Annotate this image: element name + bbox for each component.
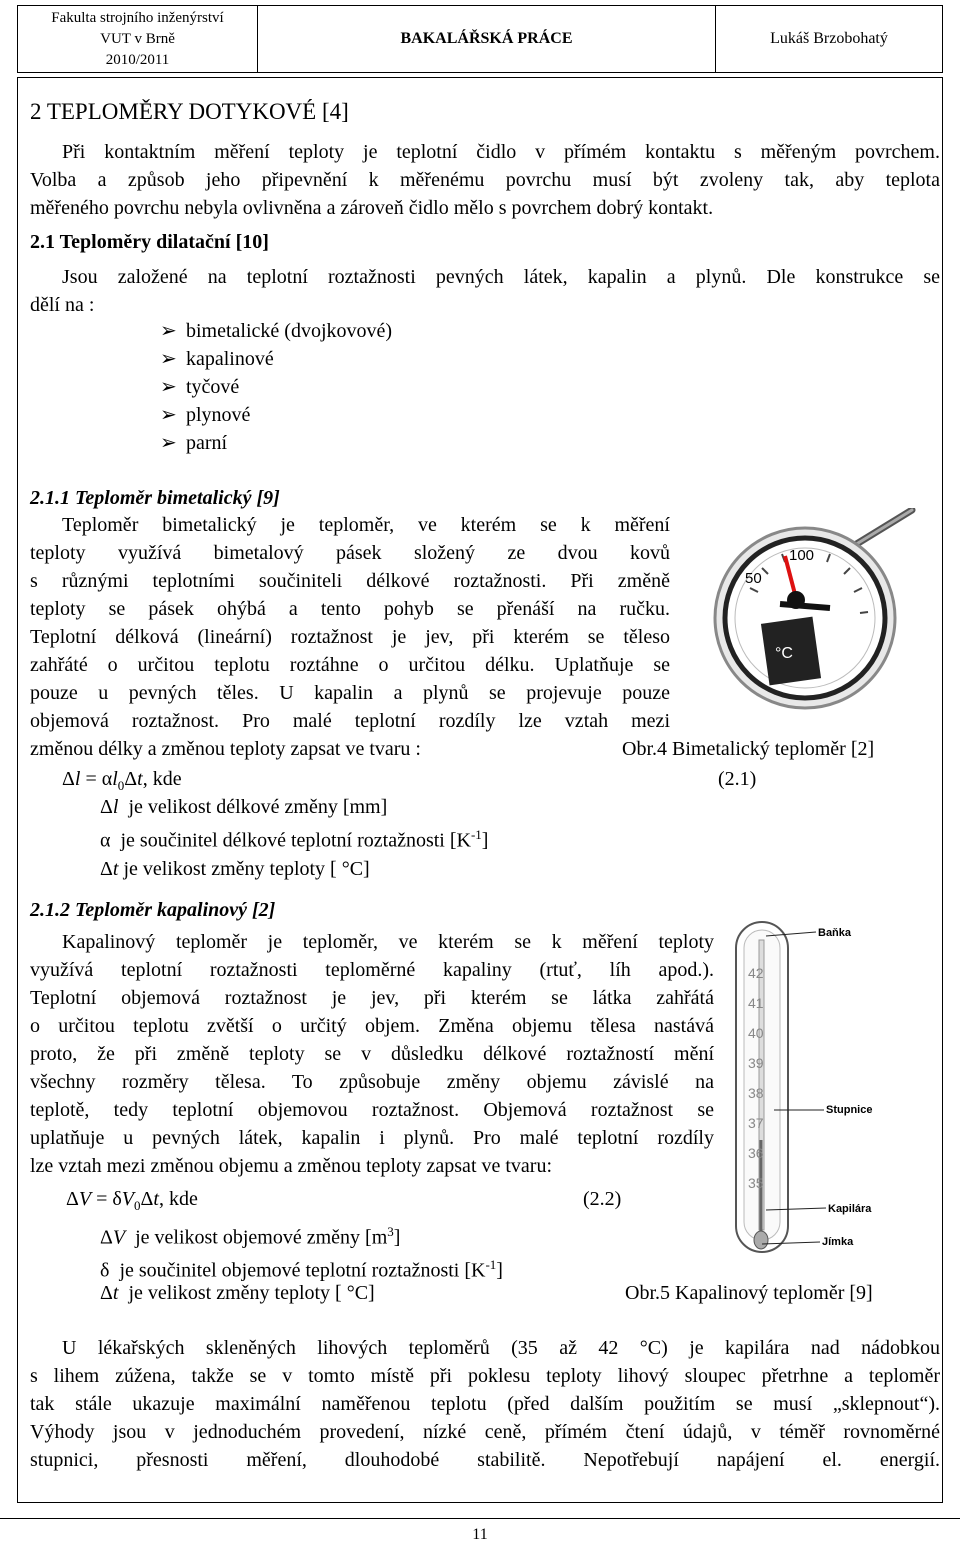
bullet-item: [160, 346, 274, 371]
scale-number: 35: [748, 1175, 764, 1191]
scale-number: 41: [748, 995, 764, 1011]
closing-line: tak stále ukazuje maximální naměřenou teplotu (před dalším použitím se musí „sklepnout“).: [30, 1393, 940, 1415]
scale-number: 39: [748, 1055, 764, 1071]
sub211-line: teploty využívá bimetalový pásek složený ze dvou kovů: [30, 542, 670, 564]
bimetal-thermometer-image: [690, 508, 940, 713]
bullet-label: parní: [186, 432, 228, 454]
liquid-thermometer-diagram: [728, 910, 928, 1270]
sub212-line: všechny rozměry tělesa. To způsobuje změny objemu závislé na: [30, 1071, 714, 1093]
bullet-item: [160, 374, 239, 399]
subsection-2-1-1-title: 2.1.1 Teploměr bimetalický [9]: [30, 487, 280, 509]
header-author: Lukáš Brzobohatý: [770, 30, 888, 47]
university-name: VUT v Brně: [100, 30, 175, 47]
label-reservoir: Jímka: [822, 1236, 854, 1248]
def-text: je součinitel objemové teplotní roztažnosti [K: [119, 1259, 486, 1282]
def-delta-t-2: Δt je velikost změny teploty [ °C]: [100, 1282, 375, 1304]
section-title: 2 TEPLOMĚRY DOTYKOVÉ [4]: [30, 99, 349, 124]
sub211-line: pouze u pevných těles. U kapalin a plynů se projevuje pouze: [30, 682, 670, 704]
bullet-label: bimetalické (dvojkovové): [186, 320, 393, 342]
sub211-line: změnou délky a změnou teploty zapsat ve tvaru :: [30, 738, 421, 760]
subsection-2-1-2-title: 2.1.2 Teploměr kapalinový [2]: [30, 899, 276, 921]
closing-line: U lékařských skleněných lihových teploměrů (35 až 42 °C) je kapilára nad nádobkou: [62, 1337, 940, 1359]
figure-4-caption: Obr.4 Bimetalický teploměr [2]: [622, 738, 875, 760]
arrow-bullet-icon: ➢: [160, 404, 177, 426]
bullet-label: plynové: [186, 404, 251, 426]
equation-2-2: $\Delta V = \delta V_0\Delta t$, kde: [66, 1188, 198, 1213]
sub21-line-2: dělí na :: [30, 294, 95, 316]
gauge-unit-label: °C: [775, 645, 793, 662]
equation-suffix: , kde: [158, 1188, 198, 1210]
sub211-line: objemová roztažnost. Pro malé teplotní rozdíly lze vztah mezi: [30, 710, 670, 732]
def-text: je velikost změny teploty [ °C]: [123, 858, 370, 880]
sub212-line: o určitou teplotu zvětší o určitý objem. Změna objemu tělesa nastává: [30, 1015, 714, 1037]
intro-line-3: měřeného povrchu nebyla ovlivněna a zároveň čidlo mělo s povrchem dobrý kontakt.: [30, 197, 714, 219]
scale-number: 37: [748, 1115, 764, 1131]
sub212-line: proto, že při změně teploty se v důsledku délkové roztažností mění: [30, 1043, 714, 1065]
footer-divider: [0, 1518, 960, 1519]
sub212-line: uplatňuje u pevných látek, kapalin i plynů. Pro malé teplotní rozdíly: [30, 1127, 714, 1149]
sub212-line: lze vztah mezi změnou objemu a změnou teploty zapsat ve tvaru:: [30, 1155, 553, 1177]
scale-number: 36: [748, 1145, 764, 1161]
closing-line: s lihem zúžena, takže se v tomto místě při poklesu teploty lihový sloupec přetrhne a teploměr: [30, 1365, 940, 1387]
sub212-line: teplotě, tedy teplotní objemovou roztažnost. Objemová roztažnost se: [30, 1099, 714, 1121]
def-text: je součinitel délkové teplotní roztažnosti [K: [120, 829, 471, 852]
scale-number: 38: [748, 1085, 764, 1101]
page-number: 11: [472, 1526, 488, 1543]
sub211-line: zahřáté o určitou teplotu roztáhne o určitou délku. Uplatňuje se: [30, 654, 670, 676]
sub211-line: s různými teplotními součiniteli délkové roztažnosti. Při změně: [30, 570, 670, 592]
equation-2-2-number: (2.2): [583, 1188, 622, 1210]
sub21-line-1: Jsou založené na teplotní roztažnosti pevných látek, kapalin a plynů. Dle konstrukce se: [62, 266, 940, 288]
def-delta: δ je součinitel objemové teplotní roztažnosti $[K^{-1}]$: [100, 1257, 503, 1282]
equation-suffix: , kde: [142, 768, 182, 790]
arrow-bullet-icon: ➢: [160, 320, 177, 342]
scale-number: 42: [748, 965, 764, 981]
label-scale: Stupnice: [826, 1104, 873, 1116]
academic-year: 2010/2011: [105, 51, 170, 68]
sub212-line: Kapalinový teploměr je teploměr, ve kterém se k měření teploty: [62, 931, 714, 953]
label-bulb: Baňka: [818, 927, 852, 939]
gauge-label-100: 100: [789, 547, 815, 564]
sub211-line: Teploměr bimetalický je teploměr, ve kterém se k měření: [62, 514, 670, 536]
header-doc-type: BAKALÁŘSKÁ PRÁCE: [258, 6, 716, 72]
arrow-bullet-icon: ➢: [160, 432, 177, 454]
def-text: je velikost délkové změny [mm]: [128, 796, 388, 818]
arrow-bullet-icon: ➢: [160, 376, 177, 398]
header-institution: [18, 6, 258, 72]
subsection-2-1-title: 2.1 Teploměry dilatační [10]: [30, 231, 269, 253]
page-header: [17, 5, 943, 73]
bullet-item: [160, 402, 250, 427]
bullet-item: [160, 430, 227, 455]
bullet-item: [160, 318, 392, 343]
def-delta-v: ΔV je velikost objemové změny $[m^3]$: [100, 1224, 401, 1249]
label-capillary: Kapilára: [828, 1203, 872, 1215]
def-delta-l: Δl je velikost délkové změny [mm]: [100, 796, 388, 818]
arrow-bullet-icon: ➢: [160, 348, 177, 370]
sub211-line: teploty se pásek ohýbá a tento pohyb se přenáší na ručku.: [30, 598, 670, 620]
faculty-name: Fakulta strojního inženýrství: [51, 9, 224, 26]
intro-line-1: Při kontaktním měření teploty je teplotní čidlo v přímém kontaktu s měřeným povrchem.: [62, 141, 940, 163]
figure-5-caption: Obr.5 Kapalinový teploměr [9]: [625, 1282, 873, 1304]
def-text: je velikost objemové změny [m: [135, 1226, 388, 1249]
sub212-line: Teplotní objemová roztažnost je jev, při kterém se látka zahřátá: [30, 987, 714, 1009]
intro-line-2: Volba a způsob jeho připevnění k měřenému povrchu musí být zvoleny tak, aby teplota: [30, 169, 940, 191]
def-text: je velikost změny teploty [ °C]: [128, 1282, 375, 1304]
bullet-label: tyčové: [186, 376, 240, 398]
closing-line: Výhody jsou v jednoduchém provedení, nízké ceně, přímém čtení údajů, v téměř rovnoměrné: [30, 1421, 940, 1443]
gauge-label-50: 50: [745, 570, 762, 587]
closing-line: stupnici, přesnosti měření, dlouhodobé stabilitě. Nepotřebují napájení el. energií.: [30, 1449, 940, 1471]
bullet-label: kapalinové: [186, 348, 274, 370]
equation-2-1: $\Delta l = \alpha l_0\Delta t$, kde: [62, 768, 182, 793]
def-alpha: α je součinitel délkové teplotní roztažnosti $[K^{-1}]$: [100, 827, 489, 852]
scale-number: 40: [748, 1025, 764, 1041]
equation-2-1-number: (2.1): [718, 768, 757, 790]
def-delta-t: Δt je velikost změny teploty [ °C]: [100, 858, 370, 880]
sub211-line: Teplotní délková (lineární) roztažnost je jev, při kterém se těleso: [30, 626, 670, 648]
sub212-line: využívá teplotní roztažnosti teploměrné kapaliny (rtuť, líh apod.).: [30, 959, 714, 981]
